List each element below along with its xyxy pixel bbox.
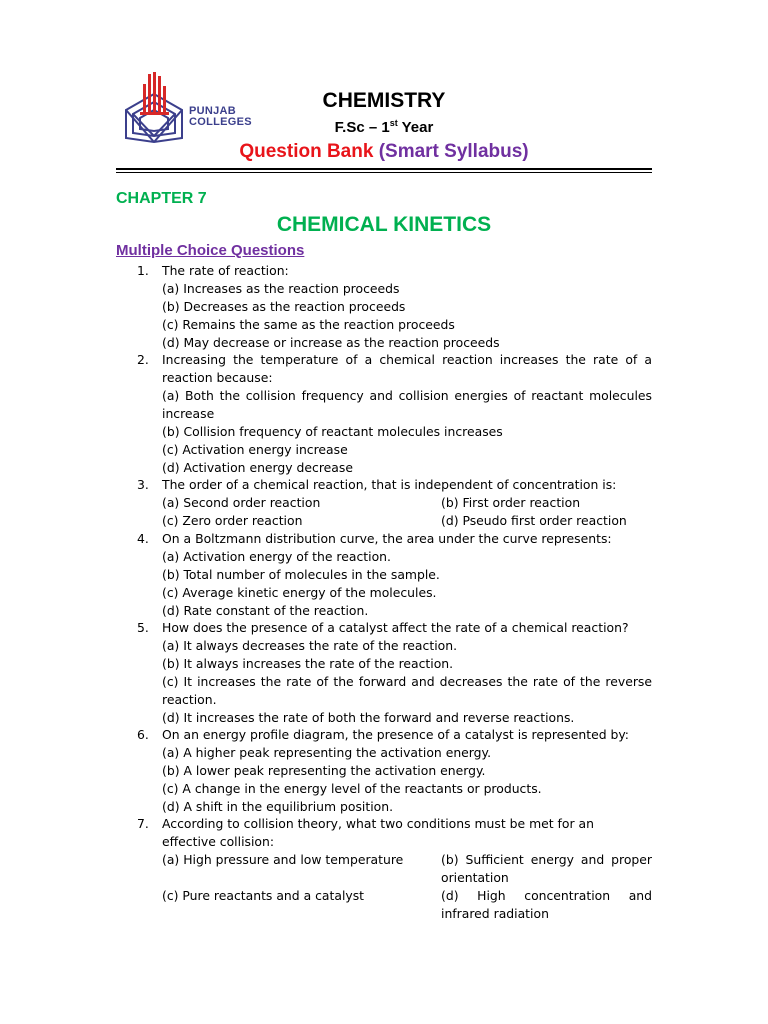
- option-a: (a) A higher peak representing the activation energy.: [162, 745, 492, 760]
- class-subtitle: F.Sc – 1st Year: [334, 118, 434, 136]
- question-number: 4.: [137, 531, 149, 546]
- option-d: (d) Activation energy decrease: [162, 460, 353, 475]
- option-c: (c) A change in the energy level of the reactants or products.: [162, 781, 542, 796]
- question-text: On an energy profile diagram, the presence of a catalyst is represented by:: [162, 727, 629, 742]
- option-b: (b) Sufficient energy and proper orientation: [441, 852, 652, 885]
- option-b: (b) Collision frequency of reactant molecules increases: [162, 424, 503, 439]
- option-d: (d) Pseudo first order reaction: [441, 513, 627, 528]
- option-a: (a) High pressure and low temperature: [162, 852, 404, 867]
- question-text: The order of a chemical reaction, that is independent of concentration is:: [162, 477, 617, 492]
- chapter-title: CHEMICAL KINETICS: [276, 213, 492, 236]
- option-b: (b) A lower peak representing the activation energy.: [162, 763, 486, 778]
- question-number: 7.: [137, 816, 149, 831]
- option-c: (c) Average kinetic energy of the molecules.: [162, 585, 437, 600]
- header-divider: [116, 168, 652, 170]
- option-c: (c) It increases the rate of the forward and decreases the rate of the reverse reaction.: [162, 674, 652, 707]
- option-c: (c) Zero order reaction: [162, 513, 303, 528]
- question-number: 1.: [137, 263, 149, 278]
- question-bank-heading: Question Bank (Smart Syllabus): [239, 141, 529, 162]
- option-a: (a) Both the collision frequency and collision energies of reactant molecules increase: [162, 388, 652, 421]
- option-a: (a) Activation energy of the reaction.: [162, 549, 391, 564]
- question-number: 5.: [137, 620, 149, 635]
- option-b: (b) Decreases as the reaction proceeds: [162, 299, 406, 314]
- question-text: How does the presence of a catalyst affect the rate of a chemical reaction?: [162, 620, 629, 635]
- option-d: (d) Rate constant of the reaction.: [162, 603, 369, 618]
- option-a: (a) It always decreases the rate of the reaction.: [162, 638, 458, 653]
- option-a: (a) Second order reaction: [162, 495, 321, 510]
- option-b: (b) Total number of molecules in the sample.: [162, 567, 440, 582]
- option-d: (d) A shift in the equilibrium position.: [162, 799, 394, 814]
- option-c: (c) Remains the same as the reaction proceeds: [162, 317, 455, 332]
- option-c: (c) Activation energy increase: [162, 442, 348, 457]
- question-number: 3.: [137, 477, 149, 492]
- question-number: 2.: [137, 352, 149, 367]
- page-title: CHEMISTRY: [322, 89, 446, 112]
- option-a: (a) Increases as the reaction proceeds: [162, 281, 400, 296]
- question-number: 6.: [137, 727, 149, 742]
- option-c: (c) Pure reactants and a catalyst: [162, 888, 365, 903]
- option-b: (b) First order reaction: [441, 495, 581, 510]
- option-b: (b) It always increases the rate of the reaction.: [162, 656, 454, 671]
- option-d: (d) May decrease or increase as the reaction proceeds: [162, 335, 500, 350]
- section-heading: Multiple Choice Questions: [116, 242, 305, 259]
- question-text: Increasing the temperature of a chemical reaction increases the rate of a reaction because:: [162, 352, 652, 385]
- header-divider-thin: [116, 172, 652, 173]
- option-d: (d) High concentration and infrared radiation: [441, 888, 652, 921]
- question-text: On a Boltzmann distribution curve, the area under the curve represents:: [162, 531, 612, 546]
- logo-wordmark: PUNJAB COLLEGES: [189, 105, 252, 128]
- question-text: According to collision theory, what two conditions must be met for an effective collision:: [162, 816, 594, 849]
- question-text: The rate of reaction:: [162, 263, 289, 278]
- option-d: (d) It increases the rate of both the forward and reverse reactions.: [162, 710, 575, 725]
- chapter-label: CHAPTER 7: [116, 190, 207, 207]
